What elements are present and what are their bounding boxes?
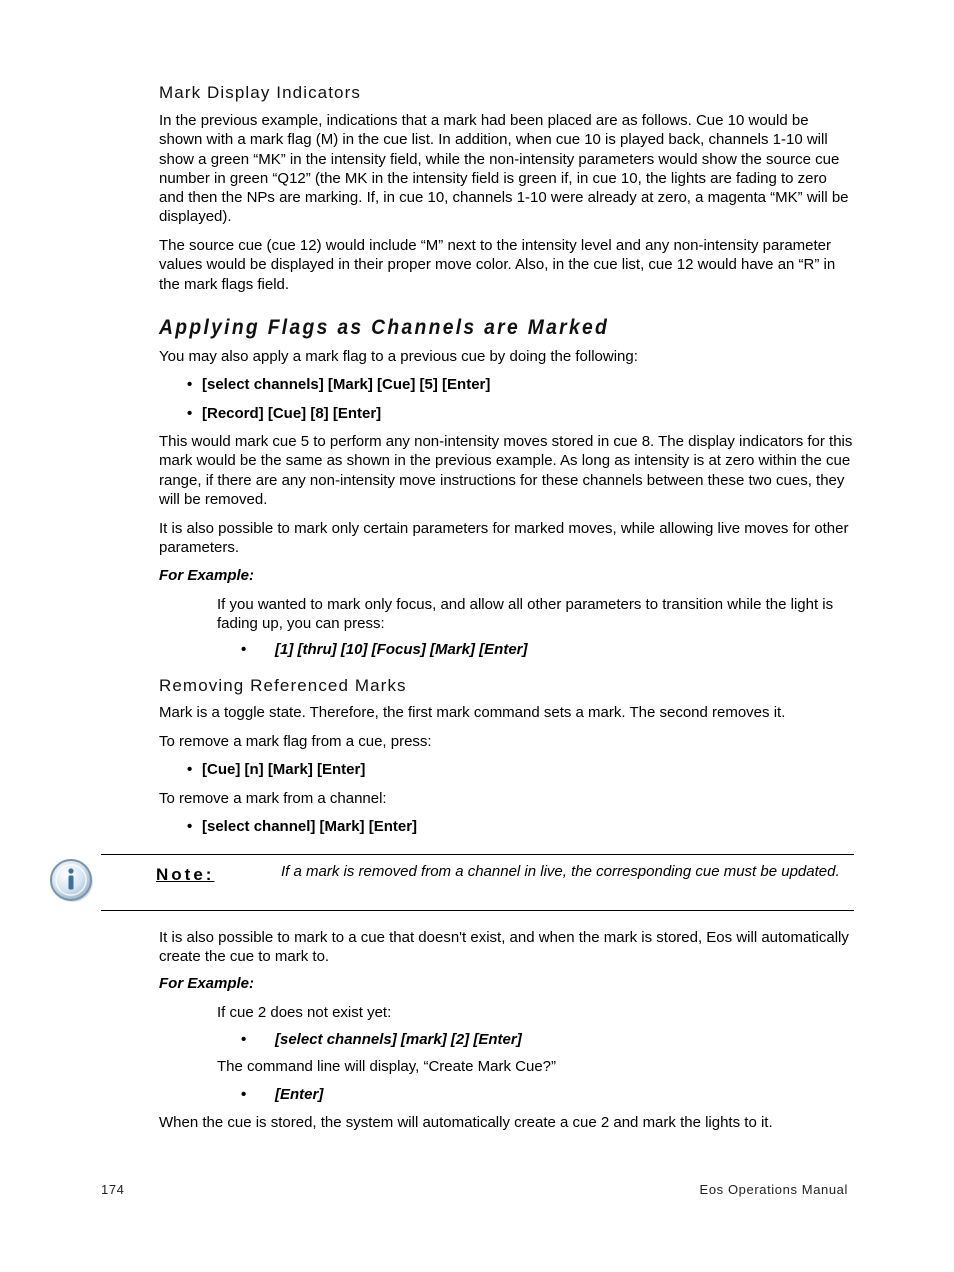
note-label: Note: — [156, 865, 215, 884]
example-text: If you wanted to mark only focus, and allow all other parameters to transition while the light is fading up, you can press: — [217, 596, 834, 632]
command-text: [Cue] [n] [Mark] [Enter] — [202, 761, 366, 778]
note-bottom-rule — [101, 910, 854, 911]
bullet-glyph: • — [187, 761, 193, 778]
section-heading-mark-display: Mark Display Indicators — [159, 83, 361, 102]
list-item — [187, 376, 490, 393]
paragraph-nonexistent-2: When the cue is stored, the system will automatically create a cue 2 and mark the lights to it. — [159, 1114, 773, 1131]
bullet-glyph: • — [241, 1086, 247, 1103]
command-text: [select channel] [Mark] [Enter] — [202, 818, 418, 835]
paragraph-mark-display-2: The source cue (cue 12) would include “M” next to the intensity level and any non-intensity parameter values would be displayed in their proper move color. Also, in the cue list, cue 12 would have an “R” in the mark flags field. — [159, 237, 836, 293]
command-text: [select channels] [Mark] [Cue] [5] [Enter] — [202, 376, 491, 393]
bullet-glyph: • — [187, 818, 193, 835]
list-item — [241, 1031, 522, 1048]
command-text: [Record] [Cue] [8] [Enter] — [202, 405, 382, 422]
section-heading-removing: Removing Referenced Marks — [159, 676, 407, 695]
for-example-label: For Example: — [159, 975, 255, 992]
command-text: [select channels] [mark] [2] [Enter] — [275, 1031, 522, 1048]
paragraph-mark-display-1: In the previous example, indications that a mark had been placed are as follows. Cue 10 would be shown with a mark flag (M) in the cue list. In addition, when cue 10 is played back, channels 1-10 will show a green “MK” in the intensity field, while the non-intensity parameters would show the source cue number in green “Q12” (the MK in the intensity field is green if, in cue 10, the lights are fading to zero and then the NPs are marking. If, in cue 10, channels 1-10 were already at zero, a magenta “MK” will be displayed). — [159, 112, 849, 226]
manual-title: Eos Operations Manual — [699, 1182, 848, 1197]
command-text: [1] [thru] [10] [Focus] [Mark] [Enter] — [275, 641, 528, 658]
list-item — [187, 761, 365, 778]
list-item — [187, 405, 381, 422]
example-line-2: The command line will display, “Create Mark Cue?” — [217, 1058, 557, 1075]
paragraph-applying-2: It is also possible to mark only certain parameters for marked moves, while allowing live moves for other parameters. — [159, 520, 849, 557]
list-item — [187, 818, 417, 835]
note-text: If a mark is removed from a channel in live, the corresponding cue must be updated. — [281, 863, 840, 880]
list-item — [241, 1086, 323, 1103]
command-text: [Enter] — [275, 1086, 324, 1103]
paragraph-removing-1: Mark is a toggle state. Therefore, the first mark command sets a mark. The second removes it. — [159, 704, 786, 721]
paragraph-nonexistent-1: It is also possible to mark to a cue that doesn't exist, and when the mark is stored, Eos will automatically create the cue to mark to. — [159, 929, 849, 966]
bullet-glyph: • — [241, 641, 247, 658]
paragraph-removing-3: To remove a mark from a channel: — [159, 790, 387, 807]
bullet-glyph: • — [187, 405, 193, 422]
paragraph-applying-intro: You may also apply a mark flag to a previous cue by doing the following: — [159, 348, 638, 365]
note-top-rule — [101, 854, 854, 855]
example-line-1: If cue 2 does not exist yet: — [217, 1004, 392, 1021]
paragraph-applying-1: This would mark cue 5 to perform any non-intensity moves stored in cue 8. The display indicators for this mark would be the same as shown in the previous example. As long as intensity is at zero within the cue range, if there are any non-intensity move instructions for these channels between these two cues, they will be removed. — [159, 433, 853, 508]
section-heading-applying-flags: Applying Flags as Channels are Marked — [159, 316, 610, 339]
paragraph-removing-2: To remove a mark flag from a cue, press: — [159, 733, 432, 750]
for-example-label: For Example: — [159, 567, 255, 584]
list-item — [241, 641, 528, 658]
bullet-glyph: • — [241, 1031, 247, 1048]
info-icon — [48, 856, 96, 904]
page-number: 174 — [101, 1182, 125, 1197]
bullet-glyph: • — [187, 376, 193, 393]
